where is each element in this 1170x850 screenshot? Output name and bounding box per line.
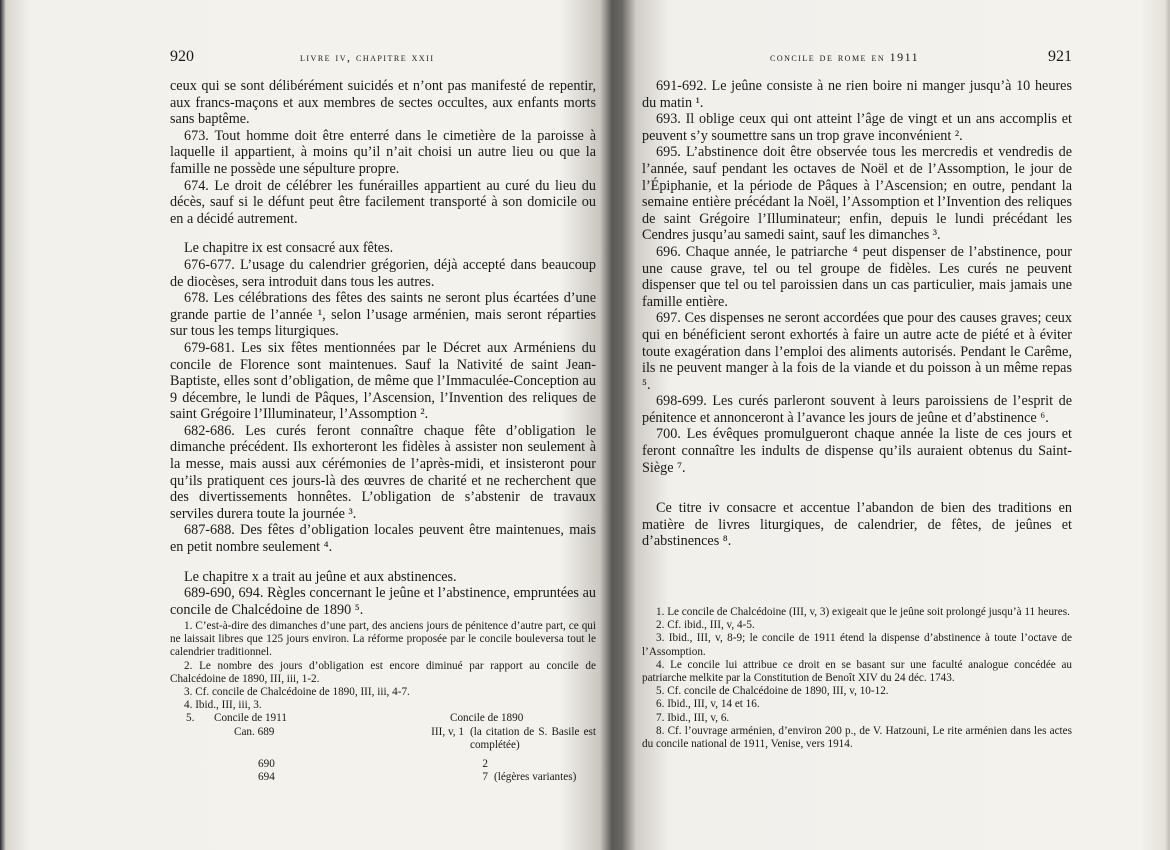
- concordance-row: [170, 771, 596, 784]
- footnote: 5. Cf. concile de Chalcédoine de 1890, III, v, 10-12.: [656, 685, 889, 698]
- concordance-note: (la citation de S. Basile est complétée): [470, 725, 596, 751]
- right-page: [642, 0, 1072, 850]
- concordance-head-right: Concile de 1890: [450, 712, 524, 725]
- footnote: 4. Le concile lui attribue ce droit en se basant sur une faculté analogue concédée au patriarche melkite par la Constitution de Benoît XIV du 24 déc. 1743.: [642, 658, 1072, 685]
- concordance-ref: 2: [482, 758, 488, 771]
- paragraph: 695. L’abstinence doit être observée tous les mercredis et vendredis de l’année, sauf pendant les octaves de Noël et de l’Assomption, le jour de l’Épiphanie, et la période de Pâques à l’Ascension; en outre, pendant la semaine entière précédant la Noël, l’Assomption et l’Invention des reliques de saint Grégoire l’Illuminateur; enfin, depuis le lundi précédant les Cendres jusqu’au samedi saint, sauf les dimanches ³.: [642, 144, 1072, 244]
- footnote: 6. Ibid., III, v, 14 et 16.: [656, 698, 760, 711]
- page-number: 920: [170, 48, 194, 65]
- paragraph: 693. Il oblige ceux qui ont atteint l’âge de vingt et un ans accomplis et peuvent s’y soumettre sans un trop grave inconvénient ².: [642, 111, 1072, 144]
- concordance-head-left: Concile de 1911: [214, 712, 287, 725]
- concordance-canon: Can. 689: [234, 725, 275, 738]
- footnote: 2. Cf. ibid., III, v, 4-5.: [656, 619, 755, 632]
- paragraph: 678. Les célébrations des fêtes des saints ne seront plus écartées d’une grande partie de l’année ¹, selon l’usage arménien, mais seront réparties sur tous les temps liturgiques.: [170, 290, 596, 340]
- footnote: 1. C’est-à-dire des dimanches d’une part, des anciens jours de pénitence d’autre part, ce qui ne laissait libres que 125 jours environ. La réforme proposée par le concile bouleversa tout le calendrier traditionnel.: [170, 620, 596, 659]
- paragraph: 673. Tout homme doit être enterré dans le cimetière de la paroisse à laquelle il appartient, à moins qu’il n’ait choisi un autre lieu ou que la famille ne possède une sépulture propre.: [170, 127, 596, 177]
- concordance-canon: 690: [258, 758, 275, 771]
- footnote: 8. Cf. l’ouvrage arménien, d’environ 200 p., de V. Hatzouni, Le rite arménien dans les actes du concile national de 1911, Venise, vers 1914.: [642, 724, 1072, 751]
- paragraph: 689-690, 694. Règles concernant le jeûne et l’abstinence, empruntées au concile de Chalcédoine de 1890 ⁵.: [170, 585, 596, 618]
- concordance-note: (légères variantes): [494, 771, 577, 784]
- paragraph: 676-677. L’usage du calendrier grégorien, déjà accepté dans beaucoup de diocèses, sera introduit dans tous les autres.: [170, 256, 596, 290]
- concordance-header: [170, 712, 596, 725]
- footnote: 7. Ibid., III, v, 6.: [656, 711, 730, 724]
- page-number: 921: [1048, 48, 1072, 65]
- concordance-ref: 7: [482, 771, 488, 784]
- footnote: 2. Le nombre des jours d’obligation est encore diminué par rapport au concile de Chalcédoine de 1890, III, iii, 1-2.: [170, 659, 596, 685]
- footnote: 3. Cf. concile de Chalcédoine de 1890, III, iii, 4-7.: [184, 686, 410, 699]
- paragraph: 691-692. Le jeûne consiste à ne rien boire ni manger jusqu’à 10 heures du matin ¹.: [642, 78, 1072, 111]
- paragraph: 682-686. Les curés feront connaître chaque fête d’obligation le dimanche précédent. Ils exhorteront les fidèles à assister non seulement à la messe, mais aussi aux cérémonies de l’après-midi, et insisteront pour qu’ils pratiquent ces jours-là des œuvres de charité et ne recherchent que des divertissements honnêtes. L’obligation de s’abstenir de travaux serviles durera toute la journée ³.: [170, 422, 596, 522]
- paragraph: 679-681. Les six fêtes mentionnées par le Décret aux Arméniens du concile de Florence sont maintenues. Sauf la Nativité de saint Jean-Baptiste, elles sont d’obligation, de même que l’Immaculée-Conception au 9 décembre, le lundi de Pâques, l’Ascension, l’Invention des reliques de saint Grégoire l’Illuminateur, l’Assomption ².: [170, 339, 596, 423]
- paragraph: 687-688. Des fêtes d’obligation locales peuvent être maintenues, mais en petit nombre seulement ⁴.: [170, 522, 596, 556]
- left-footnotes: [170, 620, 596, 784]
- concordance-canon: 694: [258, 771, 275, 784]
- concordance-ref: III, v, 1: [431, 725, 464, 738]
- footnote: 1. Le concile de Chalcédoine (III, v, 3) exigeait que le jeûne soit prolongé jusqu’à 11 heures.: [656, 606, 1070, 618]
- right-footnotes: [642, 606, 1072, 751]
- paragraph: Ce titre iv consacre et accentue l’abandon de bien des traditions en matière de livres liturgiques, de calendrier, de fêtes, de jeûnes et d’abstinences ⁸.: [642, 500, 1072, 550]
- left-page-header: [160, 48, 596, 70]
- paragraph: 697. Ces dispenses ne seront accordées que pour des causes graves; ceux qui en bénéficient seront exhortés à faire un autre acte de piété et à éviter toute exagération dans l’emploi des aliments autorisés. Pendant le Carême, ils ne peuvent manger à la fois de la viande et du poisson à un même repas ⁵.: [642, 310, 1072, 393]
- running-head: livre iv, chapitre xxii: [300, 50, 435, 64]
- footnote: 4. Ibid., III, iii, 3.: [184, 699, 262, 712]
- concordance-row: [170, 726, 596, 752]
- right-page-body: [642, 78, 1072, 550]
- paragraph: 700. Les évêques promulgueront chaque année la liste de ces jours et feront connaître les indults de dispense qu’ils auraient obtenus du Saint-Siège ⁷.: [642, 426, 1072, 476]
- running-head: concile de rome en 1911: [770, 50, 920, 64]
- paragraph: 696. Chaque année, le patriarche ⁴ peut dispenser de l’abstinence, pour une cause grave, tel ou tel groupe de fidèles. Les curés ne peuvent dispenser que tel ou tel paroissien dans un cas particulier, mais jamais une famille entière.: [642, 243, 1072, 310]
- left-page: [160, 0, 596, 850]
- footnote-label: 5.: [186, 712, 195, 725]
- concordance-table: [170, 712, 596, 784]
- paragraph: 674. Le droit de célébrer les funérailles appartient au curé du lieu du décès, sauf si le défunt peut être facilement transporté à son domicile ou en a décidé autrement.: [170, 177, 596, 227]
- paragraph: 698-699. Les curés parleront souvent à leurs paroissiens de l’esprit de pénitence et annonceront à l’avance les jours de jeûne et d’abstinence ⁶.: [642, 393, 1072, 426]
- footnote: 3. Ibid., III, v, 8-9; le concile de 1911 étend la dispense d’abstinence à toute l’octave de l’Assomption.: [642, 632, 1072, 658]
- concordance-note: [494, 758, 596, 771]
- left-page-body: [170, 78, 596, 618]
- concordance-row: [170, 758, 596, 771]
- paragraph: Le chapitre x a trait au jeûne et aux abstinences.: [184, 568, 457, 585]
- right-page-header: [642, 48, 1072, 70]
- paragraph: Le chapitre ix est consacré aux fêtes.: [184, 240, 394, 257]
- paragraph: ceux qui se sont délibérément suicidés et n’ont pas manifesté de repentir, aux francs-maçons et aux membres de sectes occultes, aux enfants morts sans baptême.: [170, 78, 596, 128]
